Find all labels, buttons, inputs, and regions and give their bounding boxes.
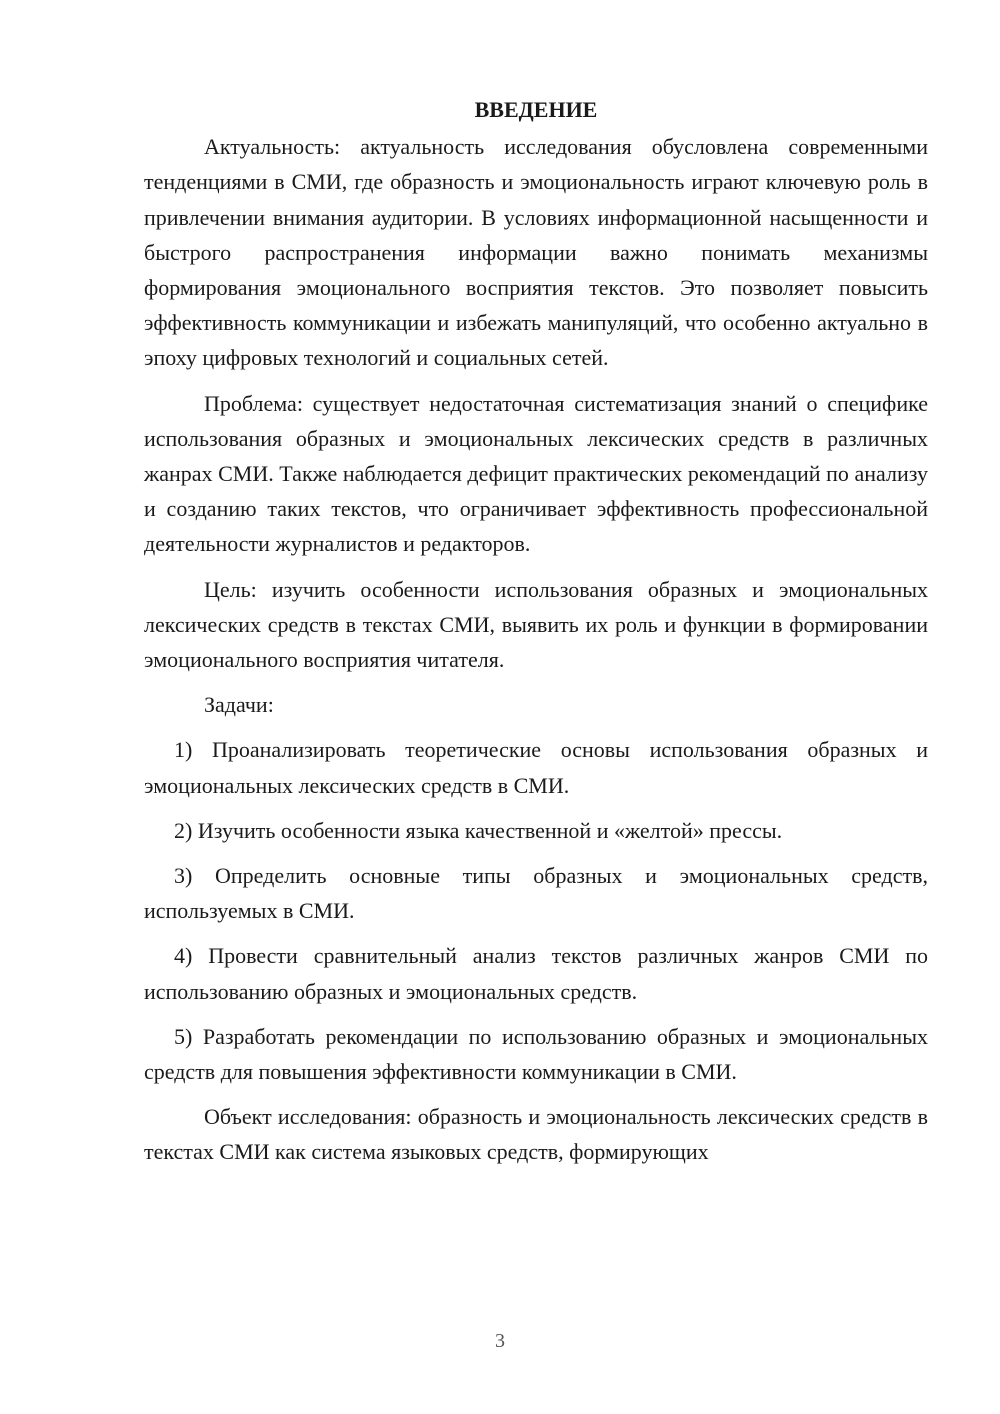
- page-number: 3: [495, 1330, 505, 1352]
- goal-paragraph: Цель: изучить особенности использования образных и эмоциональных лексических средств в текстах СМИ, выявить их роль и функции в формировании эмоционального восприятия читателя.: [144, 576, 928, 673]
- task-item-2: 2) Изучить особенности языка качественной и «желтой» прессы.: [174, 817, 783, 843]
- object-paragraph: Объект исследования: образность и эмоциональность лексических средств в текстах СМИ как система языковых средств, формирующих: [144, 1104, 928, 1165]
- task-item-3: 3) Определить основные типы образных и эмоциональных средств, используемых в СМИ.: [144, 863, 928, 924]
- task-item-5: 5) Разработать рекомендации по использованию образных и эмоциональных средств для повышения эффективности коммуникации в СМИ.: [144, 1023, 928, 1085]
- relevance-paragraph: Актуальность: актуальность исследования обусловлена современными тенденциями в СМИ, где образность и эмоциональность играют ключевую роль в привлечении внимания аудитории. В условиях информационной насыщенности и быстрого распространения информации важно понимать механизмы формирования эмоционального восприятия текстов. Это позволяет повысить эффективность коммуникации и избежать манипуляций, что особенно актуально в эпоху цифровых технологий и социальных сетей.: [144, 134, 928, 371]
- task-item-4: 4) Провести сравнительный анализ текстов различных жанров СМИ по использованию образных и эмоциональных средств.: [144, 943, 928, 1004]
- tasks-heading: Задачи:: [204, 692, 274, 718]
- task-item-1: 1) Проанализировать теоретические основы использования образных и эмоциональных лексических средств в СМИ.: [144, 737, 928, 798]
- problem-paragraph: Проблема: существует недостаточная систематизация знаний о специфике использования образных и эмоциональных лексических средств в различных жанрах СМИ. Также наблюдается дефицит практических рекомендаций по анализу и созданию таких текстов, что ограничивает эффективность профессиональной деятельности журналистов и редакторов.: [144, 390, 928, 557]
- section-title: ВВЕДЕНИЕ: [474, 97, 598, 122]
- page-content: [144, 92, 928, 1180]
